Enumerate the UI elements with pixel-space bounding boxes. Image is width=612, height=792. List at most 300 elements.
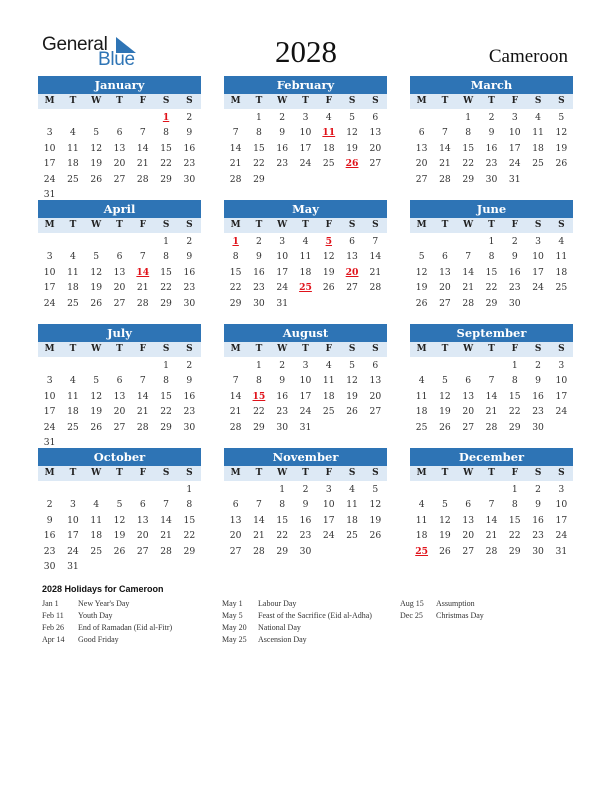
empty-cell: [224, 482, 247, 497]
day-cell: 24: [555, 530, 568, 542]
weekday-label: F: [325, 96, 332, 106]
day-cell: 2: [186, 112, 193, 123]
day-cell: 16: [183, 266, 196, 278]
day-cell: 5: [349, 360, 355, 371]
day-cell: 11: [67, 266, 79, 278]
holiday-day-cell: 20: [345, 266, 359, 278]
day-cell: 28: [439, 173, 451, 185]
month-header: April: [38, 200, 201, 218]
weekday-label: S: [372, 468, 379, 478]
holiday-name: Feast of the Sacrifice (Eid al-Adha): [258, 611, 372, 620]
day-cell: 7: [232, 127, 239, 139]
holiday-date: May 1: [222, 599, 243, 608]
holiday-date: Feb 11: [42, 611, 64, 620]
day-cell: 8: [511, 499, 518, 511]
month-header: June: [410, 200, 573, 218]
day-cell: 5: [441, 375, 448, 387]
day-cell: 28: [369, 282, 382, 294]
weekday-row: [410, 94, 573, 109]
day-cell: 6: [139, 499, 146, 511]
day-cell: 7: [441, 127, 448, 139]
day-cell: 15: [508, 390, 521, 402]
weekday-label: T: [116, 468, 123, 478]
day-cell: 28: [160, 545, 172, 557]
empty-cell: [457, 234, 480, 249]
day-grid: [410, 234, 573, 311]
day-cell: 16: [508, 266, 521, 278]
day-cell: 7: [232, 375, 239, 387]
day-cell: 9: [302, 499, 309, 511]
day-cell: 22: [160, 406, 172, 418]
day-cell: 17: [555, 514, 568, 526]
weekday-label: F: [511, 96, 518, 106]
day-cell: 29: [183, 545, 196, 557]
weekday-label: T: [116, 220, 123, 230]
day-cell: 26: [346, 406, 358, 418]
holiday-day-cell: 1: [232, 236, 239, 247]
day-cell: 20: [415, 158, 428, 170]
month-april: [38, 200, 201, 311]
empty-cell: [154, 482, 177, 497]
day-cell: 14: [229, 142, 242, 154]
day-cell: 11: [532, 127, 544, 139]
month-header: November: [224, 448, 387, 466]
weekday-label: T: [116, 344, 123, 354]
empty-cell: [38, 234, 61, 249]
day-cell: 25: [555, 282, 568, 294]
day-cell: 2: [302, 484, 309, 495]
holiday-name: National Day: [258, 623, 301, 632]
day-cell: 26: [322, 282, 335, 294]
weekday-label: S: [558, 96, 565, 106]
day-cell: 6: [465, 499, 472, 511]
day-cell: 25: [322, 158, 335, 170]
day-cell: 26: [90, 421, 103, 433]
day-cell: 22: [229, 282, 242, 294]
day-cell: 23: [183, 158, 196, 170]
weekday-label: S: [534, 220, 542, 230]
day-cell: 27: [462, 545, 475, 557]
empty-cell: [38, 358, 61, 373]
day-cell: 18: [346, 514, 358, 526]
day-cell: 21: [485, 406, 498, 418]
day-cell: 30: [183, 297, 196, 309]
day-cell: 5: [116, 499, 123, 511]
day-cell: 11: [415, 390, 428, 402]
day-cell: 17: [322, 514, 335, 526]
day-cell: 26: [90, 297, 103, 309]
day-cell: 10: [299, 127, 312, 139]
day-cell: 29: [160, 297, 172, 309]
holiday-item: [400, 610, 575, 622]
weekday-label: W: [463, 220, 474, 230]
day-cell: 24: [299, 158, 312, 170]
holiday-date: Aug 15: [400, 599, 424, 608]
day-cell: 8: [511, 375, 518, 387]
logo-text-blue: Blue: [98, 49, 135, 70]
day-cell: 17: [532, 266, 544, 278]
day-cell: 22: [508, 406, 521, 418]
day-cell: 2: [535, 484, 541, 495]
month-header: December: [410, 448, 573, 466]
day-cell: 12: [346, 375, 358, 387]
day-cell: 5: [558, 112, 565, 123]
day-cell: 10: [276, 251, 289, 263]
day-cell: 17: [43, 406, 56, 418]
day-cell: 21: [136, 406, 149, 418]
day-cell: 22: [160, 282, 172, 294]
day-cell: 20: [439, 282, 451, 294]
weekday-label: F: [511, 344, 518, 354]
day-cell: 4: [325, 360, 332, 371]
weekday-label: W: [277, 468, 288, 478]
weekday-label: T: [69, 220, 77, 230]
day-cell: 2: [488, 112, 495, 123]
holiday-day-cell: 14: [136, 266, 150, 278]
day-cell: 22: [508, 530, 521, 542]
weekday-label: W: [277, 220, 288, 230]
day-cell: 10: [555, 375, 568, 387]
day-cell: 21: [136, 282, 149, 294]
day-cell: 29: [485, 297, 498, 309]
day-cell: 19: [90, 158, 103, 170]
day-cell: 11: [415, 514, 428, 526]
day-cell: 13: [415, 142, 428, 154]
weekday-label: W: [277, 96, 288, 106]
day-cell: 7: [255, 499, 262, 511]
day-cell: 23: [276, 406, 289, 418]
weekday-label: T: [441, 344, 449, 354]
day-cell: 5: [418, 251, 425, 263]
day-cell: 10: [43, 390, 56, 402]
day-cell: 12: [90, 390, 103, 402]
day-cell: 13: [346, 251, 358, 263]
day-cell: 23: [485, 158, 498, 170]
weekday-label: W: [91, 468, 102, 478]
day-cell: 10: [299, 375, 312, 387]
day-cell: 27: [113, 297, 126, 309]
day-cell: 5: [372, 484, 379, 495]
day-cell: 7: [163, 499, 169, 511]
weekday-label: S: [372, 220, 379, 230]
day-cell: 16: [485, 142, 498, 154]
day-cell: 16: [43, 530, 56, 542]
holidays-column: [222, 598, 397, 646]
day-cell: 31: [508, 173, 521, 185]
day-cell: 4: [93, 499, 100, 511]
day-cell: 22: [485, 282, 498, 294]
holiday-date: Apr 14: [42, 635, 65, 644]
weekday-label: S: [558, 468, 565, 478]
day-cell: 14: [136, 390, 149, 402]
day-cell: 6: [372, 360, 379, 371]
weekday-label: S: [348, 468, 356, 478]
day-cell: 18: [415, 530, 428, 542]
empty-cell: [61, 358, 84, 373]
day-cell: 5: [349, 112, 355, 123]
day-cell: 6: [465, 375, 472, 387]
day-cell: 20: [462, 406, 475, 418]
empty-cell: [85, 110, 108, 125]
holiday-item: [222, 598, 397, 610]
day-cell: 18: [532, 142, 544, 154]
day-cell: 27: [462, 421, 475, 433]
day-cell: 26: [555, 158, 568, 170]
day-cell: 9: [535, 499, 541, 511]
day-cell: 11: [67, 390, 79, 402]
day-cell: 14: [439, 142, 451, 154]
weekday-label: T: [302, 220, 309, 230]
weekday-label: W: [277, 344, 288, 354]
day-cell: 13: [462, 514, 475, 526]
day-cell: 4: [69, 251, 76, 263]
weekday-label: T: [255, 344, 263, 354]
weekday-row: [410, 342, 573, 357]
day-cell: 8: [163, 127, 169, 139]
weekday-label: S: [162, 468, 170, 478]
day-cell: 13: [462, 390, 475, 402]
empty-cell: [410, 358, 433, 373]
day-cell: 25: [346, 530, 358, 542]
day-cell: 10: [532, 251, 544, 263]
day-cell: 25: [67, 297, 79, 309]
weekday-row: [38, 94, 201, 109]
day-cell: 31: [43, 188, 56, 200]
day-cell: 20: [113, 282, 126, 294]
day-cell: 19: [90, 406, 103, 418]
empty-cell: [61, 110, 84, 125]
day-cell: 21: [439, 158, 451, 170]
day-cell: 27: [113, 421, 126, 433]
day-cell: 13: [113, 266, 126, 278]
day-cell: 16: [183, 142, 196, 154]
day-cell: 10: [555, 499, 568, 511]
weekday-row: [224, 342, 387, 357]
empty-cell: [247, 482, 270, 497]
logo-text-general: General: [42, 34, 108, 55]
day-cell: 24: [299, 406, 312, 418]
weekday-label: T: [488, 220, 495, 230]
day-cell: 13: [113, 390, 126, 402]
weekday-label: F: [139, 220, 146, 230]
day-cell: 13: [113, 142, 126, 154]
day-cell: 12: [555, 127, 568, 139]
day-cell: 11: [555, 251, 568, 263]
day-cell: 21: [160, 530, 172, 542]
day-cell: 23: [253, 282, 265, 294]
holiday-name: New Year's Day: [78, 599, 130, 608]
holiday-day-cell: 5: [325, 236, 332, 247]
day-cell: 26: [415, 297, 428, 309]
day-cell: 22: [253, 406, 265, 418]
day-cell: 9: [255, 251, 262, 263]
weekday-label: F: [325, 468, 332, 478]
day-cell: 4: [418, 499, 425, 511]
holiday-day-cell: 25: [299, 282, 312, 294]
day-cell: 13: [136, 514, 149, 526]
day-cell: 9: [186, 375, 193, 387]
holiday-day-cell: 25: [415, 545, 429, 557]
day-cell: 6: [232, 499, 239, 511]
day-cell: 8: [163, 375, 169, 387]
day-cell: 4: [349, 484, 355, 495]
weekday-label: T: [255, 220, 263, 230]
empty-cell: [410, 110, 433, 125]
weekday-label: W: [463, 344, 474, 354]
day-cell: 20: [136, 530, 149, 542]
day-cell: 24: [555, 406, 568, 418]
weekday-label: T: [302, 344, 309, 354]
weekday-label: S: [186, 344, 193, 354]
day-cell: 4: [69, 375, 76, 387]
weekday-label: T: [441, 96, 449, 106]
day-cell: 26: [439, 545, 451, 557]
empty-cell: [457, 482, 480, 497]
day-cell: 24: [43, 421, 56, 433]
weekday-row: [38, 342, 201, 357]
month-october: [38, 448, 201, 574]
holiday-date: Feb 26: [42, 623, 64, 632]
day-cell: 22: [462, 158, 475, 170]
day-cell: 22: [183, 530, 196, 542]
day-cell: 28: [136, 421, 149, 433]
day-cell: 19: [555, 142, 568, 154]
calendar-year-title: 2028: [275, 34, 337, 69]
weekday-label: S: [162, 220, 170, 230]
day-cell: 6: [116, 251, 123, 263]
weekday-row: [410, 218, 573, 233]
holiday-date: May 25: [222, 635, 247, 644]
day-cell: 14: [462, 266, 475, 278]
day-cell: 2: [186, 236, 193, 247]
holiday-name: Ascension Day: [258, 635, 307, 644]
day-cell: 29: [508, 545, 521, 557]
day-cell: 8: [255, 375, 262, 387]
day-cell: 11: [299, 251, 312, 263]
weekday-label: M: [416, 220, 427, 230]
weekday-label: W: [91, 344, 102, 354]
day-cell: 7: [139, 251, 146, 263]
day-cell: 21: [462, 282, 475, 294]
day-cell: 7: [139, 375, 146, 387]
weekday-label: S: [162, 344, 170, 354]
weekday-label: F: [139, 468, 146, 478]
weekday-label: M: [416, 96, 427, 106]
day-cell: 6: [441, 251, 448, 263]
day-cell: 13: [369, 127, 382, 139]
day-cell: 13: [229, 514, 242, 526]
empty-cell: [480, 358, 503, 373]
empty-cell: [38, 110, 61, 125]
day-cell: 3: [46, 375, 53, 387]
holiday-name: Christmas Day: [436, 611, 484, 620]
weekday-label: F: [325, 220, 332, 230]
day-cell: 9: [535, 375, 541, 387]
empty-cell: [480, 482, 503, 497]
day-cell: 29: [229, 297, 242, 309]
holiday-day-cell: 15: [252, 390, 266, 402]
day-cell: 19: [439, 530, 451, 542]
day-cell: 15: [508, 514, 521, 526]
weekday-label: W: [463, 96, 474, 106]
empty-cell: [224, 110, 247, 125]
empty-cell: [85, 234, 108, 249]
day-cell: 14: [136, 142, 149, 154]
day-cell: 16: [183, 390, 196, 402]
weekday-label: S: [348, 96, 356, 106]
day-cell: 18: [90, 530, 103, 542]
weekday-label: S: [186, 220, 193, 230]
day-cell: 14: [485, 390, 498, 402]
weekday-label: M: [416, 344, 427, 354]
country-name: Cameroon: [488, 46, 568, 67]
month-header: February: [224, 76, 387, 94]
month-november: [224, 448, 387, 559]
day-cell: 12: [346, 127, 358, 139]
weekday-label: F: [139, 96, 146, 106]
weekday-label: T: [302, 468, 309, 478]
day-cell: 18: [67, 282, 79, 294]
empty-cell: [433, 482, 456, 497]
weekday-label: T: [255, 468, 263, 478]
day-cell: 9: [279, 375, 286, 387]
holiday-date: Dec 25: [400, 611, 423, 620]
day-cell: 30: [43, 560, 56, 572]
day-cell: 2: [186, 360, 193, 371]
day-cell: 20: [113, 406, 126, 418]
day-cell: 19: [415, 282, 428, 294]
holiday-item: [42, 598, 217, 610]
day-cell: 18: [67, 406, 79, 418]
weekday-label: F: [511, 220, 518, 230]
day-cell: 30: [532, 421, 544, 433]
day-cell: 26: [90, 173, 103, 185]
day-cell: 15: [160, 390, 172, 402]
month-september: [410, 324, 573, 435]
day-cell: 8: [186, 499, 193, 511]
day-cell: 14: [160, 514, 172, 526]
day-cell: 23: [183, 406, 196, 418]
day-cell: 11: [346, 499, 358, 511]
day-cell: 20: [229, 530, 242, 542]
day-cell: 14: [485, 514, 498, 526]
day-cell: 8: [232, 251, 239, 263]
day-cell: 1: [255, 360, 262, 371]
day-cell: 19: [322, 266, 335, 278]
weekday-label: S: [372, 344, 379, 354]
day-cell: 11: [67, 142, 79, 154]
weekday-label: T: [488, 96, 495, 106]
day-cell: 18: [322, 142, 335, 154]
weekday-label: M: [44, 96, 55, 106]
month-june: [410, 200, 573, 311]
day-cell: 19: [113, 530, 126, 542]
weekday-label: T: [69, 468, 77, 478]
day-cell: 17: [276, 266, 289, 278]
weekday-label: T: [255, 96, 263, 106]
day-cell: 13: [439, 266, 451, 278]
weekday-row: [410, 466, 573, 481]
holiday-name: End of Ramadan (Eid al-Fitr): [78, 623, 173, 632]
weekday-label: S: [558, 344, 565, 354]
weekday-label: T: [69, 96, 77, 106]
holiday-item: [400, 598, 575, 610]
weekday-label: M: [230, 220, 241, 230]
weekday-label: T: [441, 468, 449, 478]
day-cell: 7: [139, 127, 146, 139]
day-cell: 1: [163, 236, 169, 247]
weekday-label: S: [534, 468, 542, 478]
